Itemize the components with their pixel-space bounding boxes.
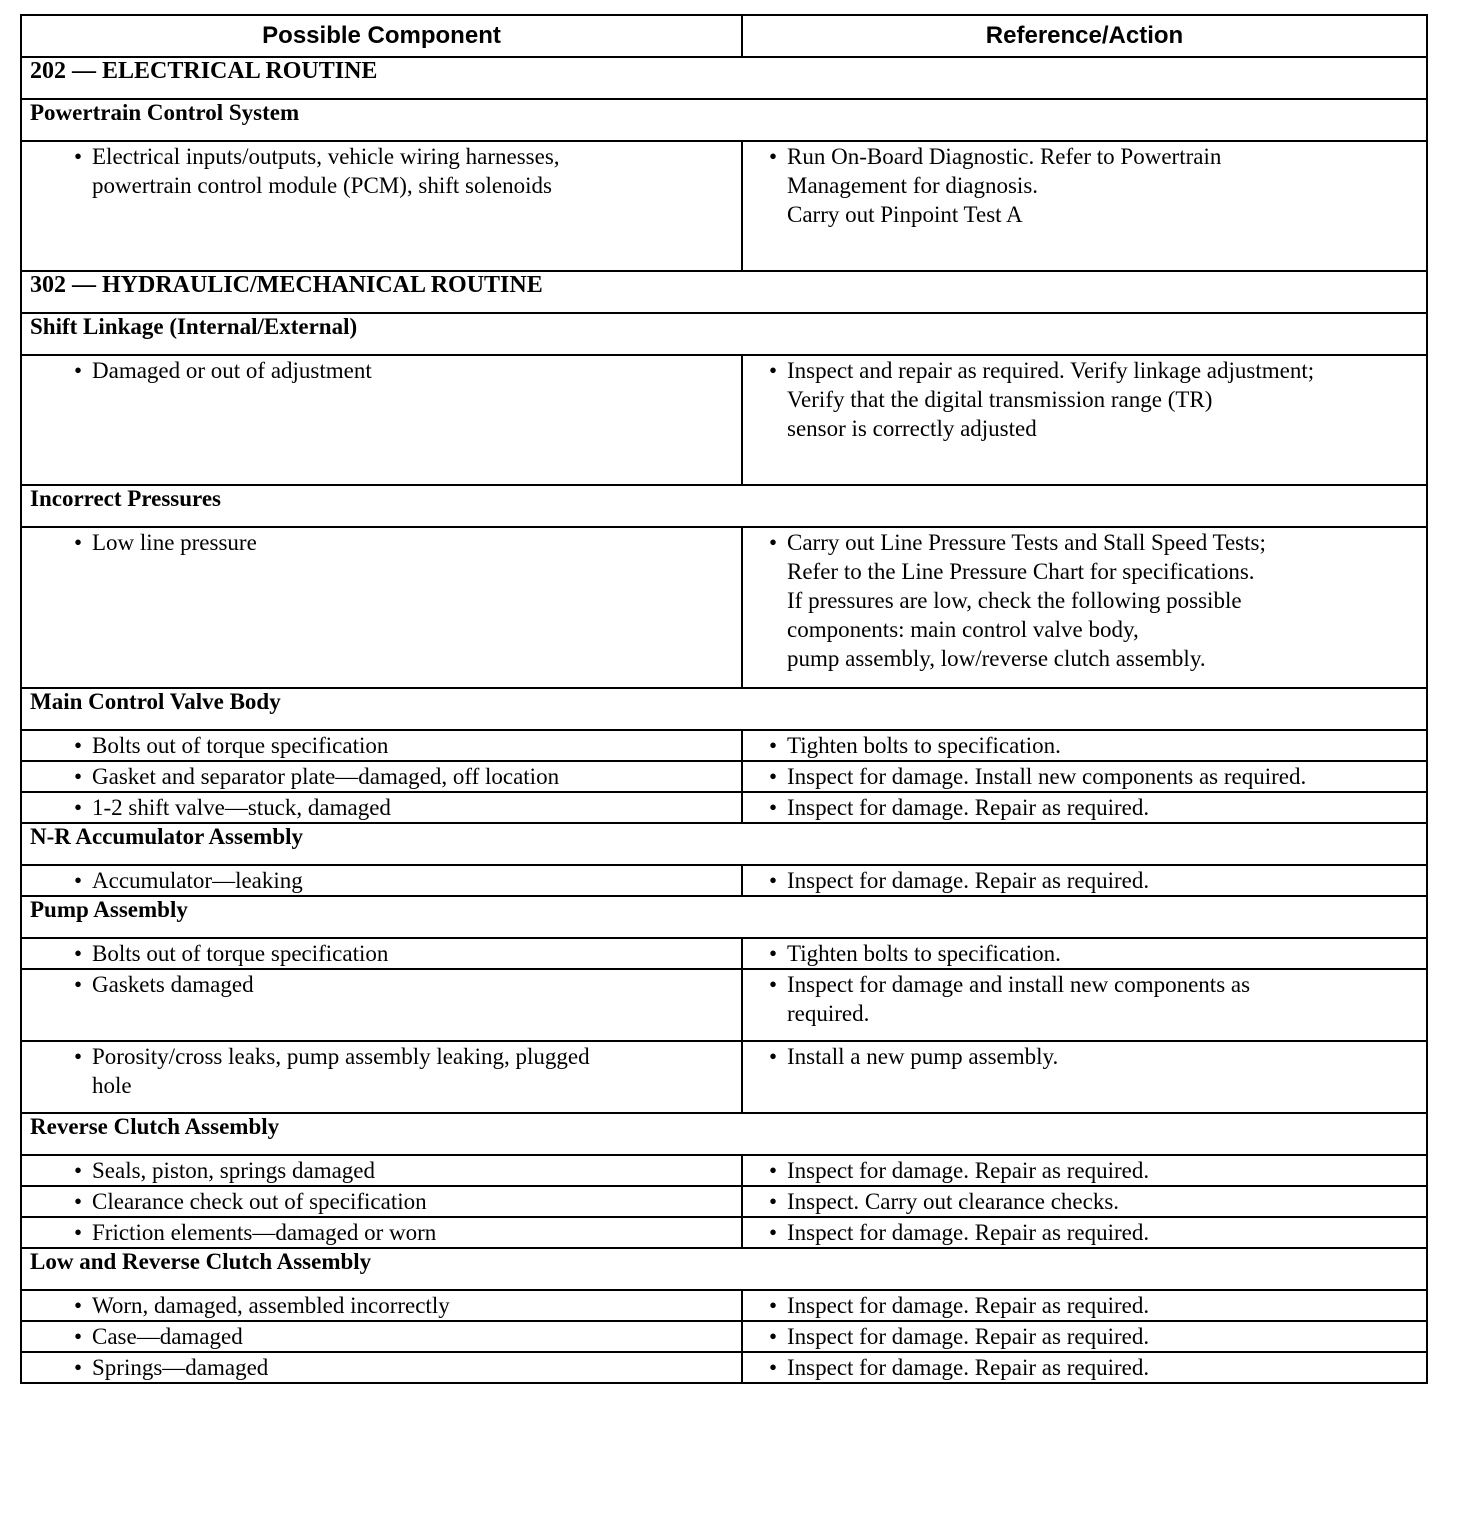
component-text: Gasket and separator plate—damaged, off location — [92, 764, 560, 789]
bullet-icon: • — [74, 1044, 83, 1069]
component-text: Clearance check out of specification — [92, 1189, 427, 1214]
component-cell — [21, 865, 742, 896]
component-cell — [21, 730, 742, 761]
bullet-icon: • — [74, 1293, 83, 1318]
header-action: Reference/Action — [742, 15, 1427, 57]
component-cell — [21, 1217, 742, 1248]
bullet-icon: • — [769, 530, 778, 555]
action-cell — [742, 1155, 1427, 1186]
action-cell — [742, 141, 1427, 271]
action-text: Carry out Line Pressure Tests and Stall Speed Tests; Refer to the Line Pressure Chart for specifications. If pressures are low, check the following possible components: main control valve body, pump assembly, low/reverse clutch assembly. — [787, 530, 1266, 671]
section-title: 202 — ELECTRICAL ROUTINE — [21, 57, 1427, 99]
bullet-icon: • — [74, 972, 83, 997]
action-cell — [742, 938, 1427, 969]
component-cell — [21, 1155, 742, 1186]
bullet-icon: • — [769, 972, 778, 997]
bullet-icon: • — [74, 1220, 83, 1245]
table-row — [21, 141, 1427, 271]
bullet-icon: • — [769, 1324, 778, 1349]
action-text: Inspect for damage and install new components as required. — [787, 972, 1251, 1026]
bullet-icon: • — [769, 1189, 778, 1214]
action-cell — [742, 969, 1427, 1041]
group-row — [21, 1113, 1427, 1155]
component-text: Friction elements—damaged or worn — [92, 1220, 437, 1245]
bullet-icon: • — [74, 530, 83, 555]
header-component: Possible Component — [21, 15, 742, 57]
bullet-icon: • — [769, 1220, 778, 1245]
bullet-icon: • — [74, 733, 83, 758]
action-text: Inspect for damage. Install new components as required. — [787, 764, 1307, 789]
group-title: Pump Assembly — [21, 896, 1427, 938]
component-text: Seals, piston, springs damaged — [92, 1158, 375, 1183]
component-text: Worn, damaged, assembled incorrectly — [92, 1293, 450, 1318]
bullet-icon: • — [769, 941, 778, 966]
component-cell — [21, 969, 742, 1041]
action-text: Inspect for damage. Repair as required. — [787, 868, 1150, 893]
bullet-icon: • — [74, 795, 83, 820]
bullet-icon: • — [74, 941, 83, 966]
table-row — [21, 761, 1427, 792]
group-title: N-R Accumulator Assembly — [21, 823, 1427, 865]
table-row — [21, 1217, 1427, 1248]
group-title: Low and Reverse Clutch Assembly — [21, 1248, 1427, 1290]
action-text: Inspect and repair as required. Verify linkage adjustment; Verify that the digital transmission range (TR) sensor is correctly adjusted — [787, 358, 1315, 441]
bullet-icon: • — [769, 733, 778, 758]
table-row — [21, 730, 1427, 761]
diagnosis-table — [20, 14, 1428, 1384]
action-cell — [742, 1321, 1427, 1352]
bullet-icon: • — [74, 1158, 83, 1183]
component-text: Bolts out of torque specification — [92, 941, 389, 966]
action-text: Inspect for damage. Repair as required. — [787, 1293, 1150, 1318]
component-text: Springs—damaged — [92, 1355, 269, 1380]
component-text: 1-2 shift valve—stuck, damaged — [92, 795, 391, 820]
bullet-icon: • — [74, 358, 83, 383]
action-cell — [742, 1217, 1427, 1248]
component-cell — [21, 1290, 742, 1321]
group-title: Shift Linkage (Internal/External) — [21, 313, 1427, 355]
component-cell — [21, 792, 742, 823]
bullet-icon: • — [74, 764, 83, 789]
action-text: Inspect for damage. Repair as required. — [787, 1220, 1150, 1245]
bullet-icon: • — [769, 358, 778, 383]
table-row — [21, 865, 1427, 896]
group-title: Reverse Clutch Assembly — [21, 1113, 1427, 1155]
component-text: Damaged or out of adjustment — [92, 358, 372, 383]
group-row — [21, 688, 1427, 730]
group-title: Main Control Valve Body — [21, 688, 1427, 730]
bullet-icon: • — [74, 1189, 83, 1214]
component-cell — [21, 527, 742, 688]
section-title: 302 — HYDRAULIC/MECHANICAL ROUTINE — [21, 271, 1427, 313]
action-text: Inspect. Carry out clearance checks. — [787, 1189, 1120, 1214]
table-row — [21, 1186, 1427, 1217]
table-row — [21, 969, 1427, 1041]
component-text: Bolts out of torque specification — [92, 733, 389, 758]
section-row — [21, 271, 1427, 313]
group-row — [21, 99, 1427, 141]
table-row — [21, 1290, 1427, 1321]
bullet-icon: • — [769, 1158, 778, 1183]
table-row — [21, 355, 1427, 485]
action-text: Install a new pump assembly. — [787, 1044, 1059, 1069]
group-row — [21, 896, 1427, 938]
group-title: Incorrect Pressures — [21, 485, 1427, 527]
component-cell — [21, 1352, 742, 1383]
bullet-icon: • — [74, 1324, 83, 1349]
action-text: Inspect for damage. Repair as required. — [787, 1324, 1150, 1349]
action-text: Inspect for damage. Repair as required. — [787, 1355, 1150, 1380]
component-cell — [21, 1186, 742, 1217]
bullet-icon: • — [74, 868, 83, 893]
action-text: Run On-Board Diagnostic. Refer to Powertrain Management for diagnosis. Carry out Pinpoint Test A — [787, 144, 1222, 227]
bullet-icon: • — [74, 1355, 83, 1380]
bullet-icon: • — [769, 764, 778, 789]
table-row — [21, 1321, 1427, 1352]
table-row — [21, 792, 1427, 823]
action-text: Inspect for damage. Repair as required. — [787, 795, 1150, 820]
bullet-icon: • — [769, 144, 778, 169]
action-text: Tighten bolts to specification. — [787, 941, 1061, 966]
action-cell — [742, 865, 1427, 896]
component-text: Accumulator—leaking — [92, 868, 303, 893]
component-cell — [21, 938, 742, 969]
component-text: Gaskets damaged — [92, 972, 254, 997]
action-cell — [742, 527, 1427, 688]
action-cell — [742, 1352, 1427, 1383]
action-cell — [742, 730, 1427, 761]
table-row — [21, 938, 1427, 969]
component-text: Case—damaged — [92, 1324, 243, 1349]
component-cell — [21, 761, 742, 792]
group-title: Powertrain Control System — [21, 99, 1427, 141]
table-row — [21, 1352, 1427, 1383]
bullet-icon: • — [74, 144, 83, 169]
component-cell — [21, 355, 742, 485]
group-row — [21, 823, 1427, 865]
bullet-icon: • — [769, 868, 778, 893]
group-row — [21, 313, 1427, 355]
bullet-icon: • — [769, 795, 778, 820]
component-text: Electrical inputs/outputs, vehicle wiring harnesses, powertrain control module (PCM), shift solenoids — [92, 144, 560, 198]
group-row — [21, 485, 1427, 527]
header-row — [21, 15, 1427, 57]
action-cell — [742, 792, 1427, 823]
component-cell — [21, 1321, 742, 1352]
section-row — [21, 57, 1427, 99]
group-row — [21, 1248, 1427, 1290]
action-text: Inspect for damage. Repair as required. — [787, 1158, 1150, 1183]
component-cell — [21, 141, 742, 271]
bullet-icon: • — [769, 1044, 778, 1069]
action-cell — [742, 1186, 1427, 1217]
action-cell — [742, 761, 1427, 792]
table-row — [21, 1155, 1427, 1186]
bullet-icon: • — [769, 1355, 778, 1380]
bullet-icon: • — [769, 1293, 778, 1318]
component-cell — [21, 1041, 742, 1113]
action-text: Tighten bolts to specification. — [787, 733, 1061, 758]
table-row — [21, 527, 1427, 688]
action-cell — [742, 1290, 1427, 1321]
table-row — [21, 1041, 1427, 1113]
action-cell — [742, 1041, 1427, 1113]
action-cell — [742, 355, 1427, 485]
component-text: Low line pressure — [92, 530, 257, 555]
component-text: Porosity/cross leaks, pump assembly leaking, plugged hole — [92, 1044, 590, 1098]
